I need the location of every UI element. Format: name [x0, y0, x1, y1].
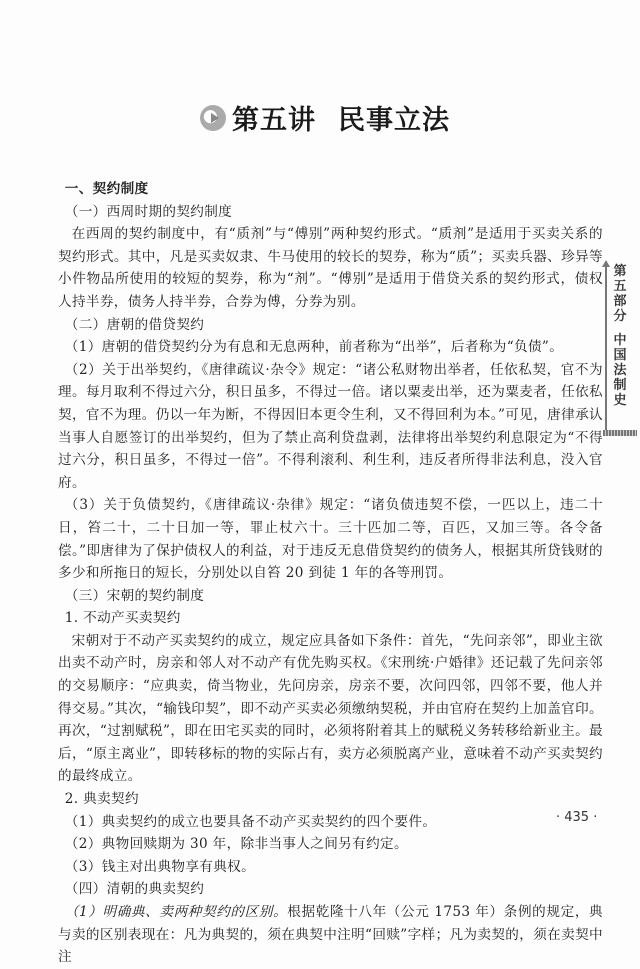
part-side-tab	[603, 258, 637, 436]
list-item-lead: （1）明确典、卖两种契约的区别。	[64, 904, 288, 920]
chapter-name: 民事立法	[338, 105, 450, 136]
section-heading: 一、契约制度	[64, 181, 149, 197]
side-tab-base	[603, 430, 637, 436]
side-tab-label	[612, 264, 628, 408]
list-item: （3）关于负债契约，《唐律疏议·杂律》规定：“诸负债违契不偿，一匹以上，违二十日，笞二十，二十日加一等，罪止杖六十。三十匹加二等，百匹，又加三等。各令备偿。”即唐律为了保护债权人的利益，对于违反无息借贷契约的债务人，根据其所贷钱财的多少和所拖日的短长，分别处以自笞 20 到徒 1 年的各等刑罚。	[58, 497, 603, 582]
sub-subsection-heading: 1. 不动产买卖契约	[64, 610, 181, 627]
side-char: 部	[613, 294, 627, 309]
chapter-number: 第五讲	[232, 105, 316, 136]
side-char: 五	[613, 279, 627, 294]
chapter-heading	[232, 98, 450, 137]
list-item: （1）唐朝的借贷契约分为有息和无息两种，前者称为“出举”，后者称为“负债”。	[64, 339, 564, 356]
side-char: 史	[613, 393, 627, 408]
side-char: 中	[613, 333, 627, 348]
sub-subsection-heading: 2. 典卖契约	[64, 791, 139, 808]
side-divider	[605, 266, 607, 430]
list-item: （2）关于出举契约，《唐律疏议·杂令》规定：“诸公私财物出举者，任依私契，官不为理。每月取利不得过六分，积日虽多，不得过一倍。诸以粟麦出举，还为粟麦者，任依私契，官不为理。仍以一年为断，不得因旧本更令生利，又不得回利为本。”可见，唐律承认当事人自愿签订的出举契约，但为了禁止高利贷盘剥，法律将出举契约利息限定为“不得过六分，积日虽多，不得过一倍”。不得利滚利、利生利，违反者所得非法利息，没入官府。	[58, 361, 603, 491]
subsection-heading: （三）宋朝的契约制度	[64, 587, 205, 604]
list-item: （1）典卖契约的成立也要具备不动产买卖契约的四个要件。	[64, 813, 437, 830]
side-char: 分	[613, 309, 627, 324]
list-item: （2）典物回赎期为 30 年，除非当事人之间另有约定。	[64, 836, 408, 853]
side-char: 制	[613, 378, 627, 393]
page-number: · 435 ·	[556, 810, 598, 825]
paragraph: 宋朝对于不动产买卖契约的成立，规定应具备如下条件：首先，“先问亲邻”，即业主欲出卖不动产时，房亲和邻人对不动产有优先购买权。《宋刑统·户婚律》还记载了先问亲邻的交易顺序：“应典卖，倚当物业，先问房亲，房亲不要，次问四邻，四邻不要，他人并得交易。”其次，“输钱印契”，即不动产买卖必须缴纳契税，并由官府在契约上加盖官印。再次，“过割赋税”，即在田宅买卖的同时，必须将附着其上的赋税义务转移给新业主。最后，“原主离业”，即转移标的物的实际占有，卖方必须脱离产业，意味着不动产买卖契约的最终成立。	[58, 632, 603, 785]
side-char: 法	[613, 363, 627, 378]
side-char: 国	[613, 348, 627, 363]
chapter-play-icon	[200, 105, 226, 131]
subsection-heading: （一）西周时期的契约制度	[64, 203, 233, 220]
chapter-title	[200, 98, 450, 137]
subsection-heading: （二）唐朝的借贷契约	[64, 316, 205, 333]
paragraph: 在西周的契约制度中，有“质剂”与“傅别”两种契约形式。“质剂”是适用于买卖关系的契约形式。其中，凡是买卖奴隶、牛马使用的较长的契券，称为“质”；买卖兵器、珍异等小件物品所使用的较短的契券，称为“剂”。“傅别”是适用于借贷关系的契约形式，债权人持半券，债务人持半券，合券为傅，分券为别。	[58, 226, 603, 310]
list-item	[58, 901, 603, 969]
list-item-text: 根据乾隆十八年（公元 1753 年）条例的规定，典与卖的区别表现在：凡为典契的，须在典契中注明“回赎”字样；凡为卖契的，须在卖契中注	[58, 904, 603, 966]
list-item: （3）钱主对出典物享有典权。	[64, 858, 256, 875]
page-body	[58, 178, 603, 969]
side-char: 第	[613, 264, 627, 279]
subsection-heading: （四）清朝的典卖契约	[64, 881, 205, 898]
